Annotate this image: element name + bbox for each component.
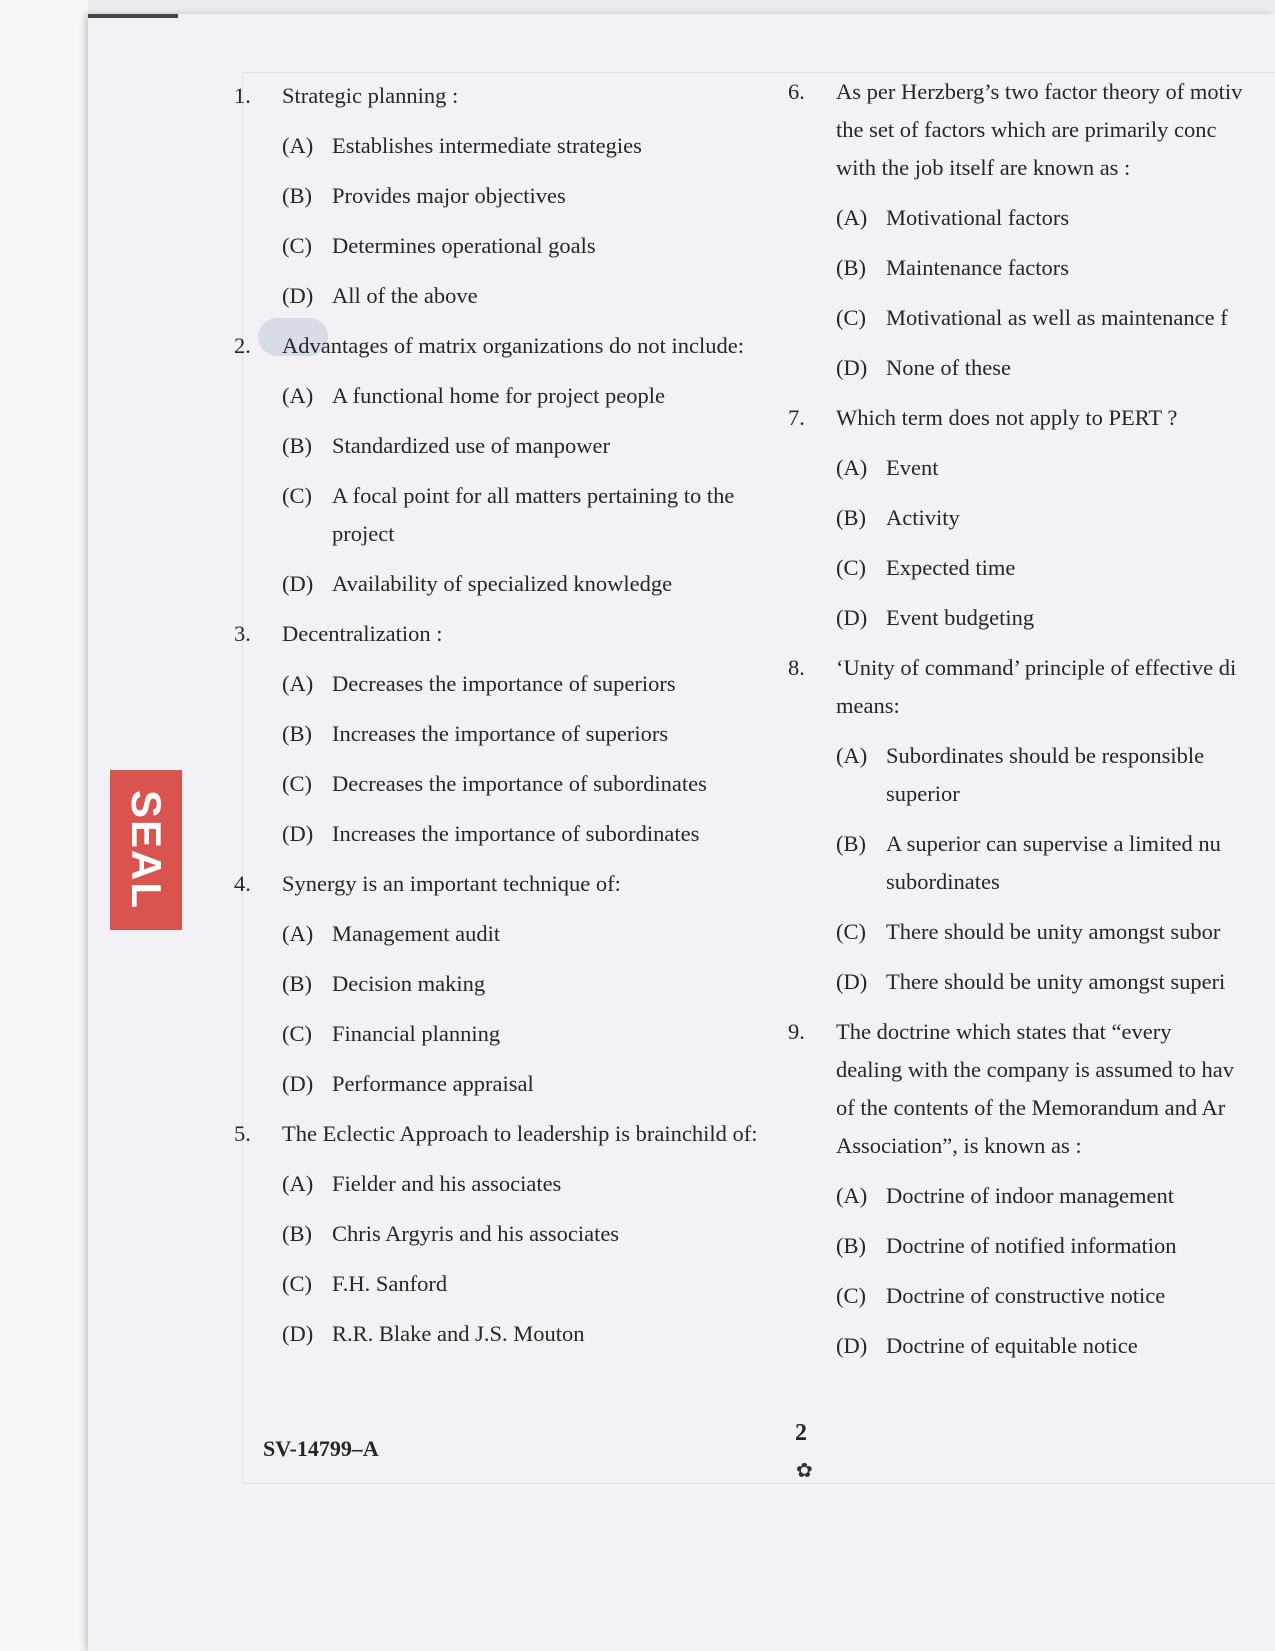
page-number: 2 [795, 1420, 807, 1446]
option-row [282, 427, 794, 465]
option-line: Expected time [886, 555, 1016, 580]
option-row [282, 565, 794, 603]
question-row [788, 399, 1275, 437]
option-text [886, 1277, 1275, 1315]
question-number: 2. [234, 333, 251, 358]
question-line: the set of factors which are primarily conc [836, 117, 1217, 142]
question-number: 9. [788, 1019, 805, 1044]
option-letter: (B) [836, 505, 866, 530]
option-row [836, 199, 1275, 237]
option-line: A superior can supervise a limited nu [886, 831, 1221, 856]
option-row [282, 227, 794, 265]
option-text [886, 1227, 1275, 1265]
option-letter: (D) [836, 969, 868, 994]
question-row [234, 327, 794, 365]
question-line: Association”, is known as : [836, 1133, 1082, 1158]
option-text [886, 449, 1275, 487]
option-text: Financial planning [332, 1021, 501, 1046]
option-letter: (D) [282, 283, 314, 308]
option-letter: (A) [836, 455, 868, 480]
option-letter: (B) [282, 721, 312, 746]
option-text: All of the above [332, 283, 478, 308]
option-text: Decreases the importance of superiors [332, 671, 676, 696]
question-number: 4. [234, 871, 251, 896]
option-letter: (A) [836, 205, 868, 230]
option-row [836, 449, 1275, 487]
option-row [836, 349, 1275, 387]
option-letter: (A) [282, 921, 314, 946]
option-letter: (C) [282, 483, 312, 508]
option-row [282, 1265, 794, 1303]
option-row [836, 1227, 1275, 1265]
option-text: Fielder and his associates [332, 1171, 562, 1196]
question-line: ‘Unity of command’ principle of effective di [836, 655, 1237, 680]
option-letter: (C) [282, 233, 312, 258]
option-letter: (A) [836, 743, 868, 768]
option-text: Establishes intermediate strategies [332, 133, 642, 158]
option-letter: (C) [836, 1283, 866, 1308]
option-line: Maintenance factors [886, 255, 1070, 280]
right-column [788, 73, 1275, 1377]
option-letter: (C) [282, 1271, 312, 1296]
option-letter: (B) [836, 1233, 866, 1258]
paper-code: SV-14799–A [263, 1436, 379, 1461]
question-block [234, 77, 794, 315]
option-text: Standardized use of manpower [332, 433, 611, 458]
option-letter: (C) [836, 919, 866, 944]
question-line: with the job itself are known as : [836, 155, 1131, 180]
option-letter: (D) [282, 571, 314, 596]
question-line: Which term does not apply to PERT ? [836, 405, 1178, 430]
option-text: Increases the importance of superiors [332, 721, 669, 746]
question-block [788, 649, 1275, 1001]
option-text: Decision making [332, 971, 486, 996]
option-text [886, 1177, 1275, 1215]
question-block [788, 1013, 1275, 1365]
question-text: The Eclectic Approach to leadership is brainchild of: [282, 1121, 758, 1146]
option-letter: (D) [282, 1071, 314, 1096]
option-text: Increases the importance of subordinates [332, 821, 700, 846]
option-text [886, 199, 1275, 237]
option-row [282, 1015, 794, 1053]
option-line: Subordinates should be responsible [886, 743, 1205, 768]
question-row [788, 1013, 1275, 1165]
option-line: None of these [886, 355, 1011, 380]
option-line: subordinates [886, 869, 1000, 894]
option-row [282, 1065, 794, 1103]
option-text [886, 349, 1275, 387]
option-row [282, 1315, 794, 1353]
option-row [836, 963, 1275, 1001]
option-row [282, 915, 794, 953]
option-text: A functional home for project people [332, 383, 666, 408]
question-text [836, 73, 1275, 187]
option-line: Doctrine of notified information [886, 1233, 1177, 1258]
page-edge-mark [88, 14, 178, 18]
option-row [282, 477, 794, 553]
question-number: 5. [234, 1121, 251, 1146]
question-row [788, 73, 1275, 187]
option-text: Availability of specialized knowledge [332, 571, 673, 596]
seal-label: SEAL [123, 789, 171, 911]
question-row [234, 615, 794, 653]
option-letter: (A) [282, 383, 314, 408]
option-text [886, 549, 1275, 587]
option-text [886, 1327, 1275, 1365]
question-row [788, 649, 1275, 725]
option-letter: (A) [282, 1171, 314, 1196]
question-number: 6. [788, 79, 805, 104]
option-row [836, 549, 1275, 587]
option-row [836, 1327, 1275, 1365]
option-text [886, 963, 1275, 1001]
option-row [282, 665, 794, 703]
option-text: R.R. Blake and J.S. Mouton [332, 1321, 585, 1346]
option-text: A focal point for all matters pertaining to the project [332, 483, 735, 546]
option-line: Event [886, 455, 939, 480]
option-line: There should be unity amongst subor [886, 919, 1221, 944]
option-row [836, 1277, 1275, 1315]
option-row [282, 715, 794, 753]
option-row [282, 765, 794, 803]
option-line: Motivational as well as maintenance f [886, 305, 1228, 330]
question-line: dealing with the company is assumed to hav [836, 1057, 1235, 1082]
question-text: Strategic planning : [282, 83, 459, 108]
question-number: 8. [788, 655, 805, 680]
option-line: Doctrine of constructive notice [886, 1283, 1166, 1308]
option-text [886, 249, 1275, 287]
option-row [836, 913, 1275, 951]
option-line: Motivational factors [886, 205, 1070, 230]
question-block [234, 1115, 794, 1353]
option-letter: (A) [282, 671, 314, 696]
question-number: 1. [234, 83, 251, 108]
scanner-margin [0, 0, 88, 1651]
option-letter: (A) [836, 1183, 868, 1208]
option-letter: (C) [282, 771, 312, 796]
question-text: Advantages of matrix organizations do not include: [282, 333, 744, 358]
option-row [836, 249, 1275, 287]
option-text [886, 499, 1275, 537]
option-text: F.H. Sanford [332, 1271, 448, 1296]
question-text [836, 1013, 1275, 1165]
question-block [788, 73, 1275, 387]
option-line: superior [886, 781, 960, 806]
seal-tab [110, 770, 182, 930]
question-number: 7. [788, 405, 805, 430]
option-row [282, 1165, 794, 1203]
option-line: Activity [886, 505, 960, 530]
option-text [886, 825, 1275, 901]
option-text: Management audit [332, 921, 501, 946]
option-text [886, 737, 1275, 813]
option-text: Chris Argyris and his associates [332, 1221, 620, 1246]
option-letter: (B) [282, 183, 312, 208]
question-text [836, 399, 1275, 437]
option-row [836, 599, 1275, 637]
question-row [234, 77, 794, 115]
option-row [282, 127, 794, 165]
option-letter: (D) [836, 355, 868, 380]
option-row [282, 277, 794, 315]
option-letter: (D) [282, 1321, 314, 1346]
question-text: Decentralization : [282, 621, 443, 646]
question-number: 3. [234, 621, 251, 646]
question-line: of the contents of the Memorandum and Ar [836, 1095, 1226, 1120]
option-letter: (B) [836, 255, 866, 280]
option-line: Doctrine of equitable notice [886, 1333, 1138, 1358]
question-row [234, 865, 794, 903]
question-block [234, 865, 794, 1103]
question-block [234, 327, 794, 603]
option-letter: (C) [836, 555, 866, 580]
gear-icon: ✿ [796, 1460, 813, 1482]
option-text: Determines operational goals [332, 233, 596, 258]
option-row [282, 815, 794, 853]
option-text: Decreases the importance of subordinates [332, 771, 707, 796]
option-letter: (D) [836, 1333, 868, 1358]
option-text [886, 913, 1275, 951]
option-line: Event budgeting [886, 605, 1035, 630]
option-row [836, 737, 1275, 813]
question-block [788, 399, 1275, 637]
option-letter: (D) [836, 605, 868, 630]
option-text: Provides major objectives [332, 183, 566, 208]
option-row [836, 825, 1275, 901]
question-row [234, 1115, 794, 1153]
option-letter: (B) [282, 971, 312, 996]
option-text: Performance appraisal [332, 1071, 534, 1096]
option-row [282, 177, 794, 215]
option-letter: (B) [282, 1221, 312, 1246]
question-text [836, 649, 1275, 725]
left-column [234, 77, 794, 1365]
question-line: means: [836, 693, 900, 718]
option-row [836, 299, 1275, 337]
option-row [282, 1215, 794, 1253]
option-text [886, 599, 1275, 637]
question-line: As per Herzberg’s two factor theory of motiv [836, 79, 1243, 104]
option-line: There should be unity amongst superi [886, 969, 1226, 994]
option-row [836, 1177, 1275, 1215]
option-letter: (C) [282, 1021, 312, 1046]
option-letter: (D) [282, 821, 314, 846]
option-letter: (B) [836, 831, 866, 856]
option-letter: (C) [836, 305, 866, 330]
option-text [886, 299, 1275, 337]
option-line: Doctrine of indoor management [886, 1183, 1175, 1208]
option-row [282, 377, 794, 415]
option-letter: (B) [282, 433, 312, 458]
option-row [836, 499, 1275, 537]
question-line: The doctrine which states that “every [836, 1019, 1172, 1044]
option-row [282, 965, 794, 1003]
question-text: Synergy is an important technique of: [282, 871, 621, 896]
question-block [234, 615, 794, 853]
option-letter: (A) [282, 133, 314, 158]
